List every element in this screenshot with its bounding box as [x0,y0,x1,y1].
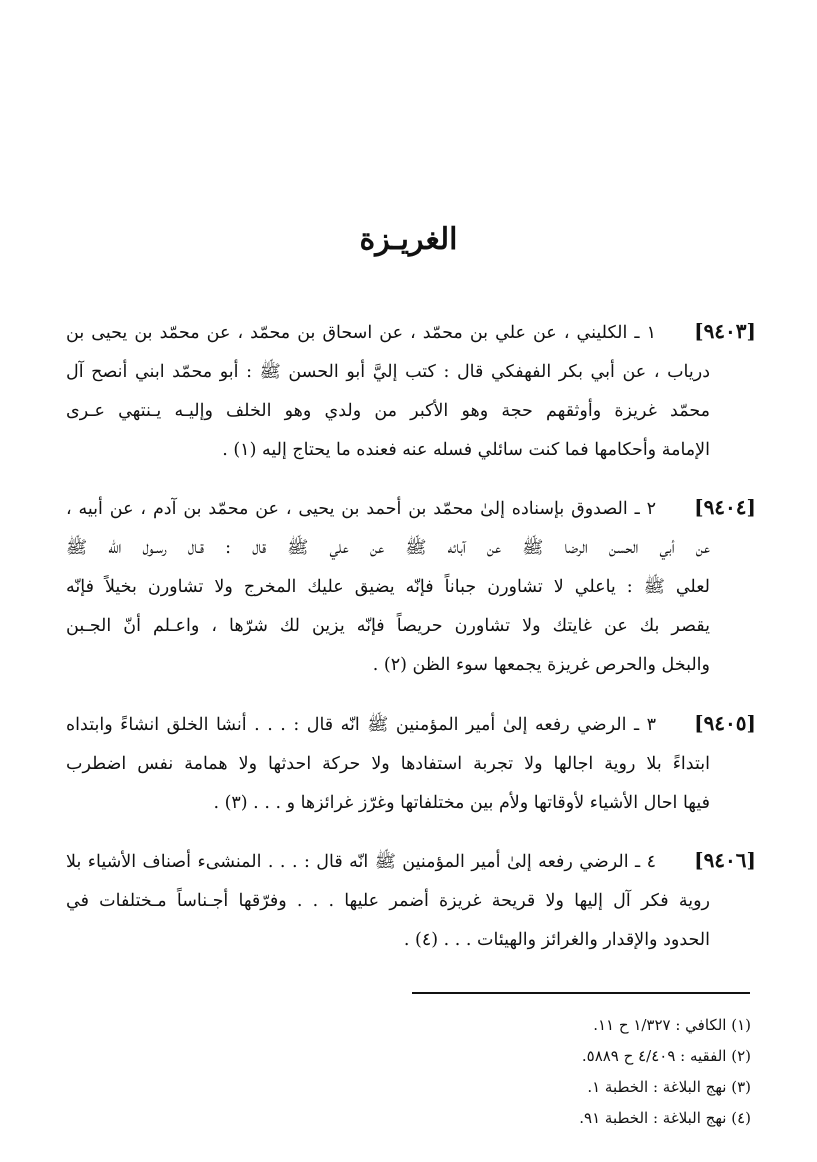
hadith-line: ١ ـ الكليني ، عن علي بن محمّد ، عن اسحاق بن محمّد ، عن محمّد بن يحيى بن [66,323,656,343]
footnote: (١) الكافي : ١/٣٢٧ ح ١١. [593,1016,751,1034]
hadith-line: والبخل والحرص غريزة يجمعها سوء الظن (٢) . [372,655,710,675]
page-title: الغريـزة [359,222,458,257]
hadith-entry [66,490,756,690]
hadith-line: فيها احال الأشياء لأوقاتها ولأم بين مختلفاتها وغرّز غرائزها و . . . (٣) . [213,793,710,813]
hadith-line: ابتداءً بلا روية اجالها ولا تجربة استفادها ولا حركة احدثها ولا همامة نفس اضطرب [66,754,710,774]
hadith-line: لعلي ﷺ : ياعلي لا تشاورن جباناً فإنّه يضيق عليك المخرج ولا تشاورن بخيلاً فإنّه [66,577,710,597]
footnote: (٤) نهج البلاغة : الخطبة ٩١. [579,1109,751,1127]
footnote: (٣) نهج البلاغة : الخطبة ١. [587,1078,751,1096]
hadith-number: [٩٤٠٤] [694,495,756,519]
hadith-line: عن أبي الحسن الرضا ﷺ عن آبائه ﷺ عن علي ﷺ قال : قـال رسـول الله ﷺ [66,538,710,558]
footnote: (٢) الفقيه : ٤/٤٠٩ ح ٥٨٨٩. [581,1047,751,1065]
footnote-separator [412,992,750,994]
hadith-line: دریاب ، عن أبي بكر الفهفكي قال : كتب إليَّ أبو الحسن ﷺ : أبو محمّد ابني أنصح آل [66,362,710,382]
hadith-number: [٩٤٠٣] [694,319,756,343]
hadith-line: ٣ ـ الرضي رفعه إلىٰ أمير المؤمنين ﷺ انّه قال : . . . أنشا الخلق انشاءً وابتداه [66,715,656,735]
hadith-line: الحدود والإقدار والغرائز والهيئات . . . (٤) . [403,930,710,950]
hadith-line: محمّد غريزة وأوثقهم حجة وهو الأكبر من ولدي وهو الخلف وإليـه يـنتهي عـرى [66,401,710,421]
hadith-line: يقصر بك عن غايتك ولا تشاورن حريصاً فإنّه يزين لك شرّها ، واعـلم أنّ الجـبن [66,616,710,636]
hadith-line: روية فكر آل إليها ولا قريحة غريزة أضمر عليها . . . وفرّقها أجـناساً مـختلفات في [66,891,710,911]
hadith-number: [٩٤٠٥] [694,711,756,735]
hadith-entry [66,314,756,474]
hadith-line: ٢ ـ الصدوق بإسناده إلىٰ محمّد بن أحمد بن يحيى ، عن محمّد بن آدم ، عن أبيه ، [66,499,656,519]
hadith-line: الإمامة وأحكامها فما كنت سائلي فسله عنه فعنده ما يحتاج إليه (١) . [222,440,710,460]
hadith-entry [66,706,756,826]
hadith-number: [٩٤٠٦] [694,848,756,872]
hadith-line: ٤ ـ الرضي رفعه إلىٰ أمير المؤمنين ﷺ انّه قال : . . . المنشىء أصناف الأشياء بلا [66,852,656,872]
hadith-entry [66,843,756,963]
